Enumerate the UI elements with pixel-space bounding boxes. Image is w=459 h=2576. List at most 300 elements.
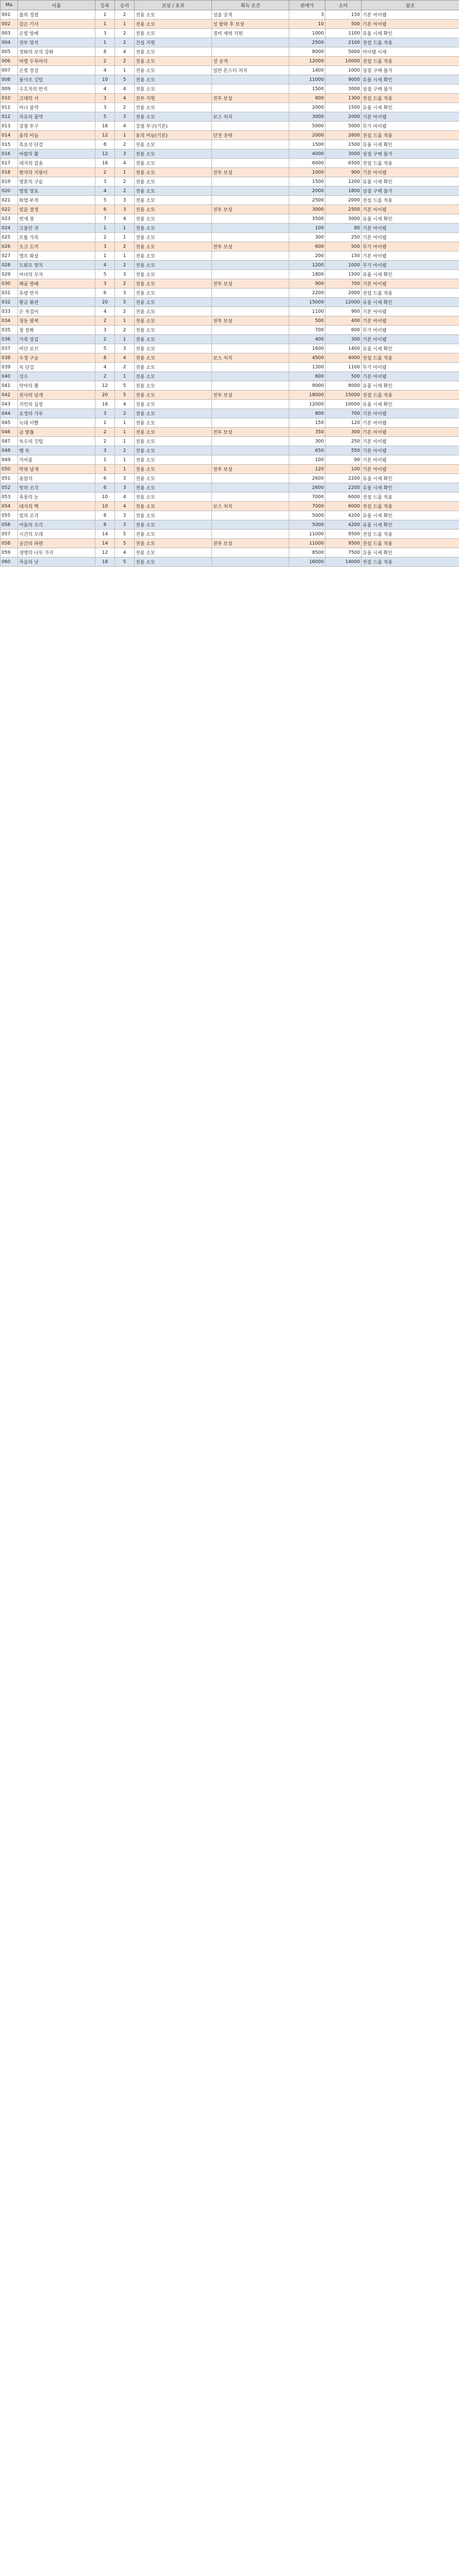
cell-cost: 15000	[325, 391, 362, 400]
cell-effect: 전용 소모	[135, 270, 212, 279]
table-row[interactable]	[1, 335, 459, 344]
cell-price: 2000	[289, 187, 325, 196]
cell-cost: 10000	[325, 400, 362, 409]
cell-note: 전설 드롭 적용	[362, 530, 459, 539]
cell-effect: 전용 소모	[135, 307, 212, 316]
table-row[interactable]	[1, 279, 459, 289]
cell-win: 2	[115, 307, 135, 316]
cell-name: 독수리 깃털	[18, 437, 95, 446]
cell-name: 성수	[18, 372, 95, 381]
cell-cost: 3000	[325, 84, 362, 94]
cell-reg: 5	[95, 270, 115, 279]
cell-reg: 6	[95, 205, 115, 214]
cell-price: 150	[289, 418, 325, 428]
cell-condition	[212, 149, 289, 159]
cell-effect: 전용 소모	[135, 251, 212, 261]
table-row[interactable]	[1, 112, 459, 122]
table-row[interactable]	[1, 437, 459, 446]
cell-condition: 전투 보상	[212, 465, 289, 474]
cell-reg: 3	[95, 279, 115, 289]
table-row[interactable]	[1, 511, 459, 520]
cell-price: 5000	[289, 520, 325, 530]
cell-price: 3	[289, 10, 325, 20]
cell-reg: 4	[95, 261, 115, 270]
cell-effect: 전용 소모	[135, 474, 212, 483]
table-row[interactable]	[1, 66, 459, 75]
cell-reg: 1	[95, 10, 115, 20]
cell-reg: 2	[95, 233, 115, 242]
cell-cost: 300	[325, 335, 362, 344]
cell-win: 1	[115, 168, 135, 177]
cell-name: 해골 방패	[18, 279, 95, 289]
cell-reg: 2	[95, 437, 115, 446]
table-row[interactable]	[1, 307, 459, 316]
col-header-reg[interactable]: 등록	[95, 1, 115, 10]
cell-reg: 4	[95, 66, 115, 75]
cell-effect: 전용 소모	[135, 483, 212, 493]
cell-note: 유물 시세 확인	[362, 270, 459, 279]
cell-ma: 035	[1, 326, 18, 335]
cell-price: 1100	[289, 307, 325, 316]
table-row[interactable]	[1, 363, 459, 372]
cell-effect: 전용 소모	[135, 187, 212, 196]
cell-note: 상점 구매 불가	[362, 84, 459, 94]
cell-cost: 120	[325, 418, 362, 428]
cell-win: 1	[115, 335, 135, 344]
cell-win: 1	[115, 437, 135, 446]
cell-note: 유물 시세 확인	[362, 344, 459, 353]
cell-cost: 2500	[325, 205, 362, 214]
cell-cost: 2600	[325, 131, 362, 140]
cell-name: 수호자의 반지	[18, 84, 95, 94]
cell-effect: 전용 소모	[135, 455, 212, 465]
cell-cost: 1500	[325, 270, 362, 279]
cell-win: 2	[115, 326, 135, 335]
table-row[interactable]	[1, 159, 459, 168]
table-row[interactable]	[1, 57, 459, 66]
cell-reg: 10	[95, 75, 115, 84]
cell-ma: 024	[1, 224, 18, 233]
table-row[interactable]	[1, 483, 459, 493]
table-row[interactable]	[1, 465, 459, 474]
table-row[interactable]	[1, 409, 459, 418]
cell-reg: 16	[95, 122, 115, 131]
cell-ma: 039	[1, 363, 18, 372]
cell-note: 전설 드롭 적용	[362, 57, 459, 66]
cell-name: 대지의 갑옷	[18, 159, 95, 168]
table-row[interactable]	[1, 548, 459, 557]
cell-reg: 1	[95, 38, 115, 47]
cell-condition: 보스 처치	[212, 353, 289, 363]
cell-win: 1	[115, 20, 135, 29]
col-header-note[interactable]: 참조	[362, 1, 459, 10]
col-header-effect[interactable]: 보상 / 효과	[135, 1, 212, 10]
cell-condition	[212, 381, 289, 391]
cell-effect: 전용 소모	[135, 465, 212, 474]
cell-ma: 058	[1, 539, 18, 548]
table-row[interactable]	[1, 242, 459, 251]
cell-note: 기본 아이템	[362, 335, 459, 344]
cell-cost: 300	[325, 428, 362, 437]
cell-ma: 041	[1, 381, 18, 391]
table-row[interactable]	[1, 557, 459, 567]
cell-cost: 3000	[325, 214, 362, 224]
cell-price: 12000	[289, 400, 325, 409]
cell-reg: 10	[95, 493, 115, 502]
cell-effect: 전용 소모	[135, 428, 212, 437]
cell-condition	[212, 103, 289, 112]
cell-reg: 16	[95, 400, 115, 409]
cell-note: 전설 드롭 적용	[362, 196, 459, 205]
col-header-cost[interactable]: 소비	[325, 1, 362, 10]
cell-name: 은빛 장검	[18, 66, 95, 75]
cell-price: 2500	[289, 38, 325, 47]
table-row[interactable]	[1, 29, 459, 38]
cell-note: 유물 시세 확인	[362, 298, 459, 307]
cell-effect: 전용 소모	[135, 75, 212, 84]
cell-price: 2000	[289, 103, 325, 112]
cell-win: 1	[115, 233, 135, 242]
cell-price: 700	[289, 326, 325, 335]
table-row[interactable]	[1, 84, 459, 94]
cell-cost: 400	[325, 316, 362, 326]
cell-condition: 전투 보상	[212, 242, 289, 251]
cell-win: 2	[115, 261, 135, 270]
cell-cost: 1100	[325, 29, 362, 38]
cell-effect: 강철 투구(기본)	[135, 122, 212, 131]
cell-condition: 전투 보상	[212, 205, 289, 214]
cell-price: 2000	[289, 131, 325, 140]
cell-ma: 025	[1, 233, 18, 242]
cell-win: 2	[115, 279, 135, 289]
cell-note: 기본 아이템	[362, 465, 459, 474]
cell-condition	[212, 196, 289, 205]
cell-reg: 1	[95, 224, 115, 233]
cell-cost: 1200	[325, 177, 362, 187]
cell-condition	[212, 363, 289, 372]
cell-price: 500	[289, 316, 325, 326]
cell-win: 1	[115, 455, 135, 465]
cell-reg: 1	[95, 418, 115, 428]
cell-price: 1300	[289, 363, 325, 372]
table-row[interactable]	[1, 344, 459, 353]
cell-reg: 6	[95, 474, 115, 483]
cell-reg: 3	[95, 94, 115, 103]
cell-reg: 8	[95, 47, 115, 57]
cell-cost: 10000	[325, 57, 362, 66]
cell-win: 1	[115, 428, 135, 437]
col-header-name[interactable]: 이름	[18, 1, 95, 10]
table-row[interactable]	[1, 131, 459, 140]
cell-ma: 033	[1, 307, 18, 316]
table-row[interactable]	[1, 391, 459, 400]
cell-effect: 전용 소모	[135, 381, 212, 391]
table-row[interactable]	[1, 140, 459, 149]
cell-effect: 건설 지원	[135, 38, 212, 47]
cell-effect: 전용 소모	[135, 363, 212, 372]
cell-cost: 1400	[325, 344, 362, 353]
col-header-condition[interactable]: 획득 조건	[212, 1, 289, 10]
cell-cost: 700	[325, 409, 362, 418]
cell-price: 1500	[289, 84, 325, 94]
cell-note: 전설 드롭 적용	[362, 94, 459, 103]
table-row[interactable]	[1, 493, 459, 502]
table-row[interactable]	[1, 316, 459, 326]
cell-name: 거인의 심장	[18, 400, 95, 409]
cell-price: 2200	[289, 289, 325, 298]
table-row[interactable]	[1, 224, 459, 233]
table-row[interactable]	[1, 502, 459, 511]
cell-effect: 전용 소모	[135, 409, 212, 418]
cell-name: 마나 물약	[18, 103, 95, 112]
cell-price: 1200	[289, 261, 325, 270]
table-row[interactable]	[1, 520, 459, 530]
col-header-ma[interactable]: Ma	[1, 1, 18, 10]
table-row[interactable]	[1, 251, 459, 261]
cell-condition	[212, 483, 289, 493]
cell-effect: 전용 소모	[135, 539, 212, 548]
cell-price: 16000	[289, 557, 325, 567]
cell-note: 기본 아이템	[362, 233, 459, 242]
cell-cost: 100	[325, 465, 362, 474]
cell-note: 기본 아이템	[362, 279, 459, 289]
cell-name: 바람의 활	[18, 149, 95, 159]
table-row[interactable]	[1, 20, 459, 29]
cell-ma: 060	[1, 557, 18, 567]
table-row[interactable]	[1, 353, 459, 363]
cell-price: 10	[289, 20, 325, 29]
cell-price: 4500	[289, 353, 325, 363]
cell-ma: 031	[1, 289, 18, 298]
cell-win: 3	[115, 474, 135, 483]
cell-condition: 전투 보상	[212, 391, 289, 400]
cell-price: 300	[289, 437, 325, 446]
cell-win: 4	[115, 353, 135, 363]
cell-condition: 전투 보상	[212, 316, 289, 326]
table-row[interactable]	[1, 418, 459, 428]
cell-reg: 2	[95, 372, 115, 381]
cell-note: 기본 아이템	[362, 428, 459, 437]
table-row[interactable]	[1, 400, 459, 409]
table-row[interactable]	[1, 455, 459, 465]
cell-name: 황금 왕관	[18, 298, 95, 307]
cell-note: 전설 드롭 적용	[362, 391, 459, 400]
cell-name: 수정 구슬	[18, 353, 95, 363]
cell-ma: 029	[1, 270, 18, 279]
cell-effect: 전용 소모	[135, 279, 212, 289]
cell-win: 5	[115, 530, 135, 539]
cell-note: 기본 아이템	[362, 112, 459, 122]
table-row[interactable]	[1, 530, 459, 539]
cell-cost: 250	[325, 233, 362, 242]
cell-name: 공간의 파편	[18, 539, 95, 548]
cell-reg: 3	[95, 103, 115, 112]
table-row[interactable]	[1, 38, 459, 47]
cell-cost: 4200	[325, 520, 362, 530]
cell-name: 강철 투구	[18, 122, 95, 131]
col-header-price[interactable]: 판매가	[289, 1, 325, 10]
table-row[interactable]	[1, 372, 459, 381]
table-row[interactable]	[1, 214, 459, 224]
cell-price: 2600	[289, 474, 325, 483]
cell-note: 기본 아이템	[362, 418, 459, 428]
cell-price: 8000	[289, 47, 325, 57]
cell-win: 2	[115, 103, 135, 112]
cell-price: 400	[289, 335, 325, 344]
cell-cost: 550	[325, 446, 362, 455]
cell-cost: 150	[325, 10, 362, 20]
cell-win: 2	[115, 177, 135, 187]
cell-condition: 성을 공격	[212, 10, 289, 20]
cell-effect: 전용 소모	[135, 400, 212, 409]
table-row[interactable]	[1, 94, 459, 103]
cell-condition	[212, 122, 289, 131]
cell-price: 11000	[289, 530, 325, 539]
cell-note: 기본 아이템	[362, 20, 459, 29]
cell-ma: 010	[1, 94, 18, 103]
cell-name: 용암석	[18, 474, 95, 483]
cell-ma: 022	[1, 205, 18, 214]
table-row[interactable]	[1, 10, 459, 20]
cell-win: 4	[115, 548, 135, 557]
cell-note: 기본 아이템	[362, 251, 459, 261]
table-row[interactable]	[1, 177, 459, 187]
cell-effect: 전용 소모	[135, 149, 212, 159]
cell-condition	[212, 446, 289, 455]
cell-note: 유물 시세 확인	[362, 140, 459, 149]
cell-note: 유물 시세 확인	[362, 511, 459, 520]
cell-price: 1500	[289, 177, 325, 187]
table-row[interactable]	[1, 289, 459, 298]
cell-ma: 027	[1, 251, 18, 261]
table-row[interactable]	[1, 381, 459, 391]
cell-condition	[212, 38, 289, 47]
col-header-win[interactable]: 승리	[115, 1, 135, 10]
cell-condition	[212, 474, 289, 483]
cell-ma: 028	[1, 261, 18, 270]
table-row[interactable]	[1, 326, 459, 335]
cell-effect: 전용 소모	[135, 557, 212, 567]
cell-note: 아이템 시세	[362, 47, 459, 57]
cell-win: 4	[115, 493, 135, 502]
cell-price: 3000	[289, 205, 325, 214]
cell-reg: 4	[95, 363, 115, 372]
cell-cost: 2100	[325, 38, 362, 47]
cell-price: 900	[289, 279, 325, 289]
cell-win: 4	[115, 502, 135, 511]
cell-effect: 전용 소모	[135, 214, 212, 224]
table-row[interactable]	[1, 205, 459, 214]
cell-name: 대지의 핵	[18, 502, 95, 511]
cell-ma: 056	[1, 520, 18, 530]
cell-win: 2	[115, 446, 135, 455]
cell-note: 유물 시세 확인	[362, 75, 459, 84]
cell-effect: 전용 소모	[135, 233, 212, 242]
cell-reg: 12	[95, 548, 115, 557]
table-row[interactable]	[1, 474, 459, 483]
cell-cost: 8000	[325, 381, 362, 391]
table-row[interactable]	[1, 233, 459, 242]
cell-price: 100	[289, 455, 325, 465]
table-row[interactable]	[1, 75, 459, 84]
cell-win: 3	[115, 289, 135, 298]
cell-note: 기본 아이템	[362, 455, 459, 465]
table-row[interactable]	[1, 103, 459, 112]
cell-name: 청동 팔찌	[18, 316, 95, 326]
cell-note: 상점 구매 불가	[362, 149, 459, 159]
cell-note: 유물 시세 확인	[362, 177, 459, 187]
cell-reg: 6	[95, 289, 115, 298]
cell-cost: 1100	[325, 363, 362, 372]
table-row[interactable]	[1, 149, 459, 159]
cell-reg: 5	[95, 344, 115, 353]
cell-price: 600	[289, 242, 325, 251]
cell-ma: 052	[1, 483, 18, 493]
cell-cost: 9500	[325, 530, 362, 539]
cell-ma: 040	[1, 372, 18, 381]
cell-condition: 던전 공략	[212, 131, 289, 140]
table-row[interactable]	[1, 122, 459, 131]
table-row[interactable]	[1, 196, 459, 205]
cell-cost: 1000	[325, 261, 362, 270]
cell-name: 화염 부적	[18, 196, 95, 205]
header-row	[1, 1, 459, 10]
cell-condition: 전투 보상	[212, 539, 289, 548]
cell-win: 4	[115, 84, 135, 94]
cell-ma: 049	[1, 455, 18, 465]
cell-effect: 전용 소모	[135, 261, 212, 270]
cell-note: 유물 시세 확인	[362, 103, 459, 112]
cell-name: 고대의 서	[18, 94, 95, 103]
cell-reg: 20	[95, 391, 115, 400]
cell-cost: 2000	[325, 196, 362, 205]
cell-effect: 전용 소모	[135, 177, 212, 187]
cell-note: 무기 아이템	[362, 261, 459, 270]
cell-note: 기본 아이템	[362, 307, 459, 316]
table-row[interactable]	[1, 47, 459, 57]
table-row[interactable]	[1, 168, 459, 177]
cell-note: 상점 구매 불가	[362, 66, 459, 75]
table-row[interactable]	[1, 539, 459, 548]
cell-win: 5	[115, 381, 135, 391]
cell-condition	[212, 326, 289, 335]
table-row[interactable]	[1, 446, 459, 455]
cell-condition	[212, 214, 289, 224]
cell-condition: 보스 처치	[212, 502, 289, 511]
table-row[interactable]	[1, 187, 459, 196]
cell-ma: 014	[1, 131, 18, 140]
table-row[interactable]	[1, 261, 459, 270]
cell-condition	[212, 520, 289, 530]
cell-win: 2	[115, 242, 135, 251]
cell-price: 650	[289, 446, 325, 455]
cell-name: 천사의 날개	[18, 391, 95, 400]
cell-condition	[212, 455, 289, 465]
cell-reg: 2	[95, 428, 115, 437]
cell-ma: 042	[1, 391, 18, 400]
table-row[interactable]	[1, 270, 459, 279]
cell-ma: 011	[1, 103, 18, 112]
table-row[interactable]	[1, 298, 459, 307]
cell-effect: 전용 소모	[135, 418, 212, 428]
cell-name: 오크 도끼	[18, 242, 95, 251]
cell-name: 은빛 방패	[18, 29, 95, 38]
table-row[interactable]	[1, 428, 459, 437]
cell-win: 1	[115, 131, 135, 140]
cell-reg: 1	[95, 465, 115, 474]
cell-effect: 전용 소모	[135, 112, 212, 122]
cell-reg: 3	[95, 409, 115, 418]
